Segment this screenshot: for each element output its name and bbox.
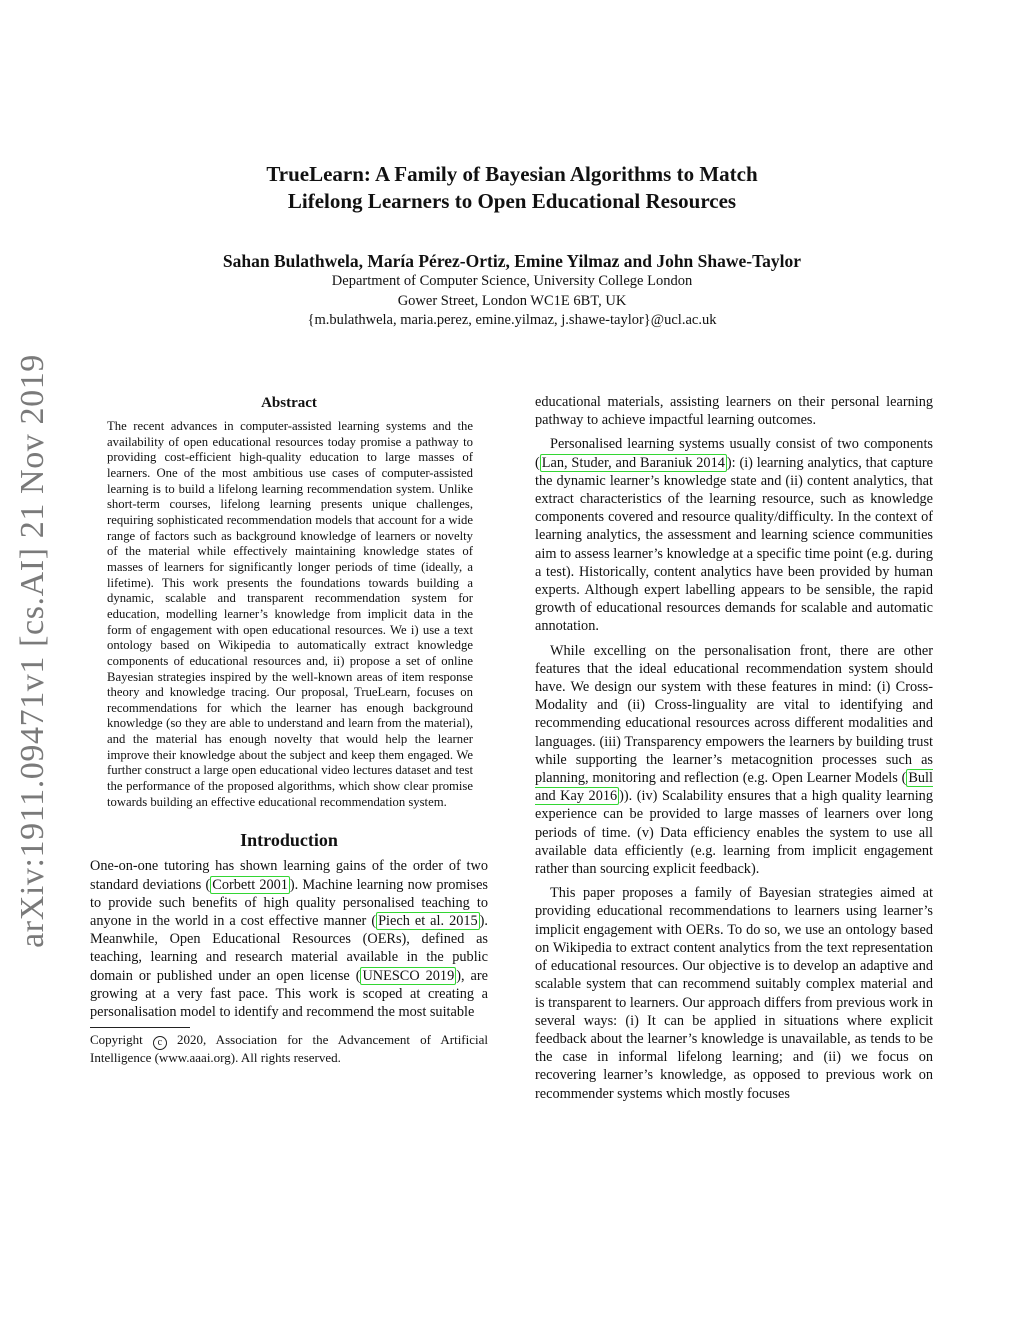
abstract-heading: Abstract (261, 395, 317, 411)
introduction-heading: Introduction (240, 830, 338, 851)
left-column (90, 393, 488, 1066)
citation-link-corbett[interactable]: Corbett 2001 (212, 876, 288, 893)
right-paragraph-2: Personalised learning systems usually consist of two components ( Lan, Studer, and Baraniuk 2014 ): (i) learning analytics, that capture the dynamic learner’s knowledge state and (ii) content analytics, that extract characteristics of the learning resource, such as knowledge components covered and resource quality/difficulty. In the context of learning analytics, the assessment and learning science communities aim to assess learner’s knowledge at a specific time point (e.g. during a test). Historically, content analytics have been provided by human experts. Although expert labelling appears to be sensible, the rapid growth of educational resources demands for scalable and automatic annotation. (535, 436, 933, 635)
right-paragraph-4: This paper proposes a family of Bayesian strategies aimed at providing educational recommendations to learners using learner’s implicit engagement with OERs. To do so, we use an ontology based on Wikipedia to extract content analytics from the text representation of educational resources. Our objective is to develop an adaptive and scalable system that can recommend suitably complex material and is transparent to learners. Our approach differs from previous work in several ways: (i) It can be applied in situations where explicit feedback about the learner’s knowledge is unavailable, as tends to be the case in informal lifelong learning; and (ii) we focus on recovering learner’s knowledge, as opposed to previous work on recommender systems which mostly focuses (535, 885, 933, 1102)
copyright-icon: c (153, 1036, 167, 1050)
right-paragraph-1: educational materials, assisting learners on their personal learning pathway to achieve impactful learning outcomes. (535, 394, 933, 429)
right-column (535, 393, 933, 1103)
citation-link-piech[interactable]: Piech et al. 2015 (378, 913, 478, 930)
affiliation-block (0, 272, 1024, 331)
abstract-text: The recent advances in computer-assisted learning systems and the availability of open educational resources today promise a pathway to providing cost-efficient high-quality education to large masses of learners. One of the most ambitious use cases of computer-assisted learning is to build a lifelong learning recommendation system. Unlike short-term courses, lifelong learning presents unique challenges, requiring sophisticated recommendation models that account for a wide range of factors such as background knowledge of learners or novelty of the material while effectively maintaining knowledge states of masses of learners for significantly longer periods of time (ideally, a lifetime). This work presents the foundations towards building a dynamic, scalable and transparent recommendation system for education, modelling learner’s knowledge from implicit data in the form of engagement with open educational resources. We i) use a text ontology based on Wikipedia to automatically extract knowledge components of educational resources and, ii) propose a set of online Bayesian strategies inspired by the well-known areas of item response theory and knowledge tracing. Our proposal, TrueLearn, focuses on recommendations for which the learner has enough background knowledge (so they are able to understand and learn from the material), and the material has enough novelty that would help the learner improve their knowledge about the subject and keep them engaged. We further construct a large open educational video lectures dataset and test the performance of the proposed algorithms, which show clear promise towards building an effective educational recommendation system. (107, 419, 473, 809)
citation-link-lan[interactable]: Lan, Studer, and Baraniuk 2014 (541, 454, 725, 471)
footnote-divider (90, 1027, 190, 1028)
paper-title (0, 161, 1024, 215)
right-paragraph-3: While excelling on the personalisation front, there are other features that the ideal educational recommendation system should have. We design our system with these features in mind: (i) Cross-Modality and (ii) Cross-linguality are vital to identifying and recommending educational resources across different modalities and languages. (iii) Transparency empowers the learners by building trust while supporting the learner’s metacognition processes such as planning, monitoring and reflection (e.g. Open Learner Models ( Bull and Kay 2016 )). (iv) Scalability ensures that a high quality learning experience can be provided to large masses of learners over long periods of time. (v) Data efficiency enables the system to use all available data efficiently (e.g. learning from implicit engagement rather than sourcing explicit feedback). (535, 642, 933, 878)
citation-link-bull[interactable]: Bull and Kay 2016 (535, 770, 933, 805)
arxiv-identifier-stamp: arXiv:1911.09471v1 [cs.AI] 21 Nov 2019 (14, 354, 51, 948)
affiliation-department: Department of Computer Science, University College London (331, 273, 693, 289)
citation-link-unesco[interactable]: UNESCO 2019 (362, 967, 455, 984)
paper-title-line-2: Lifelong Learners to Open Educational Resources (287, 189, 737, 213)
author-emails: {m.bulathwela, maria.perez, emine.yilmaz, j.shawe-taylor}@ucl.ac.uk (307, 312, 717, 328)
paper-title-line-1: TrueLearn: A Family of Bayesian Algorithms to Match (266, 162, 758, 186)
copyright-footnote: Copyright c 2020, Association for the Advancement of Artificial Intelligence (www.aaai.org). All rights reserved. (90, 1032, 489, 1066)
introduction-paragraph: One-on-one tutoring has shown learning gains of the order of two standard deviations ( Corbett 2001 ). Machine learning now promises to provide such benefits of high quality personalised teaching to anyone in the world in a cost effective manner ( Piech et al. 2015 ). Meanwhile, Open Educational Resources (OERs), defined as teaching, learning and research material available in the public domain or published under an open license ( UNESCO 2019 ), are growing at a very fast pace. This work is scoped at creating a personalisation model to identify and recommend the most suitable (90, 858, 489, 1021)
author-list: Sahan Bulathwela, María Pérez-Ortiz, Emine Yilmaz and John Shawe-Taylor (222, 251, 802, 271)
affiliation-address: Gower Street, London WC1E 6BT, UK (397, 292, 627, 309)
